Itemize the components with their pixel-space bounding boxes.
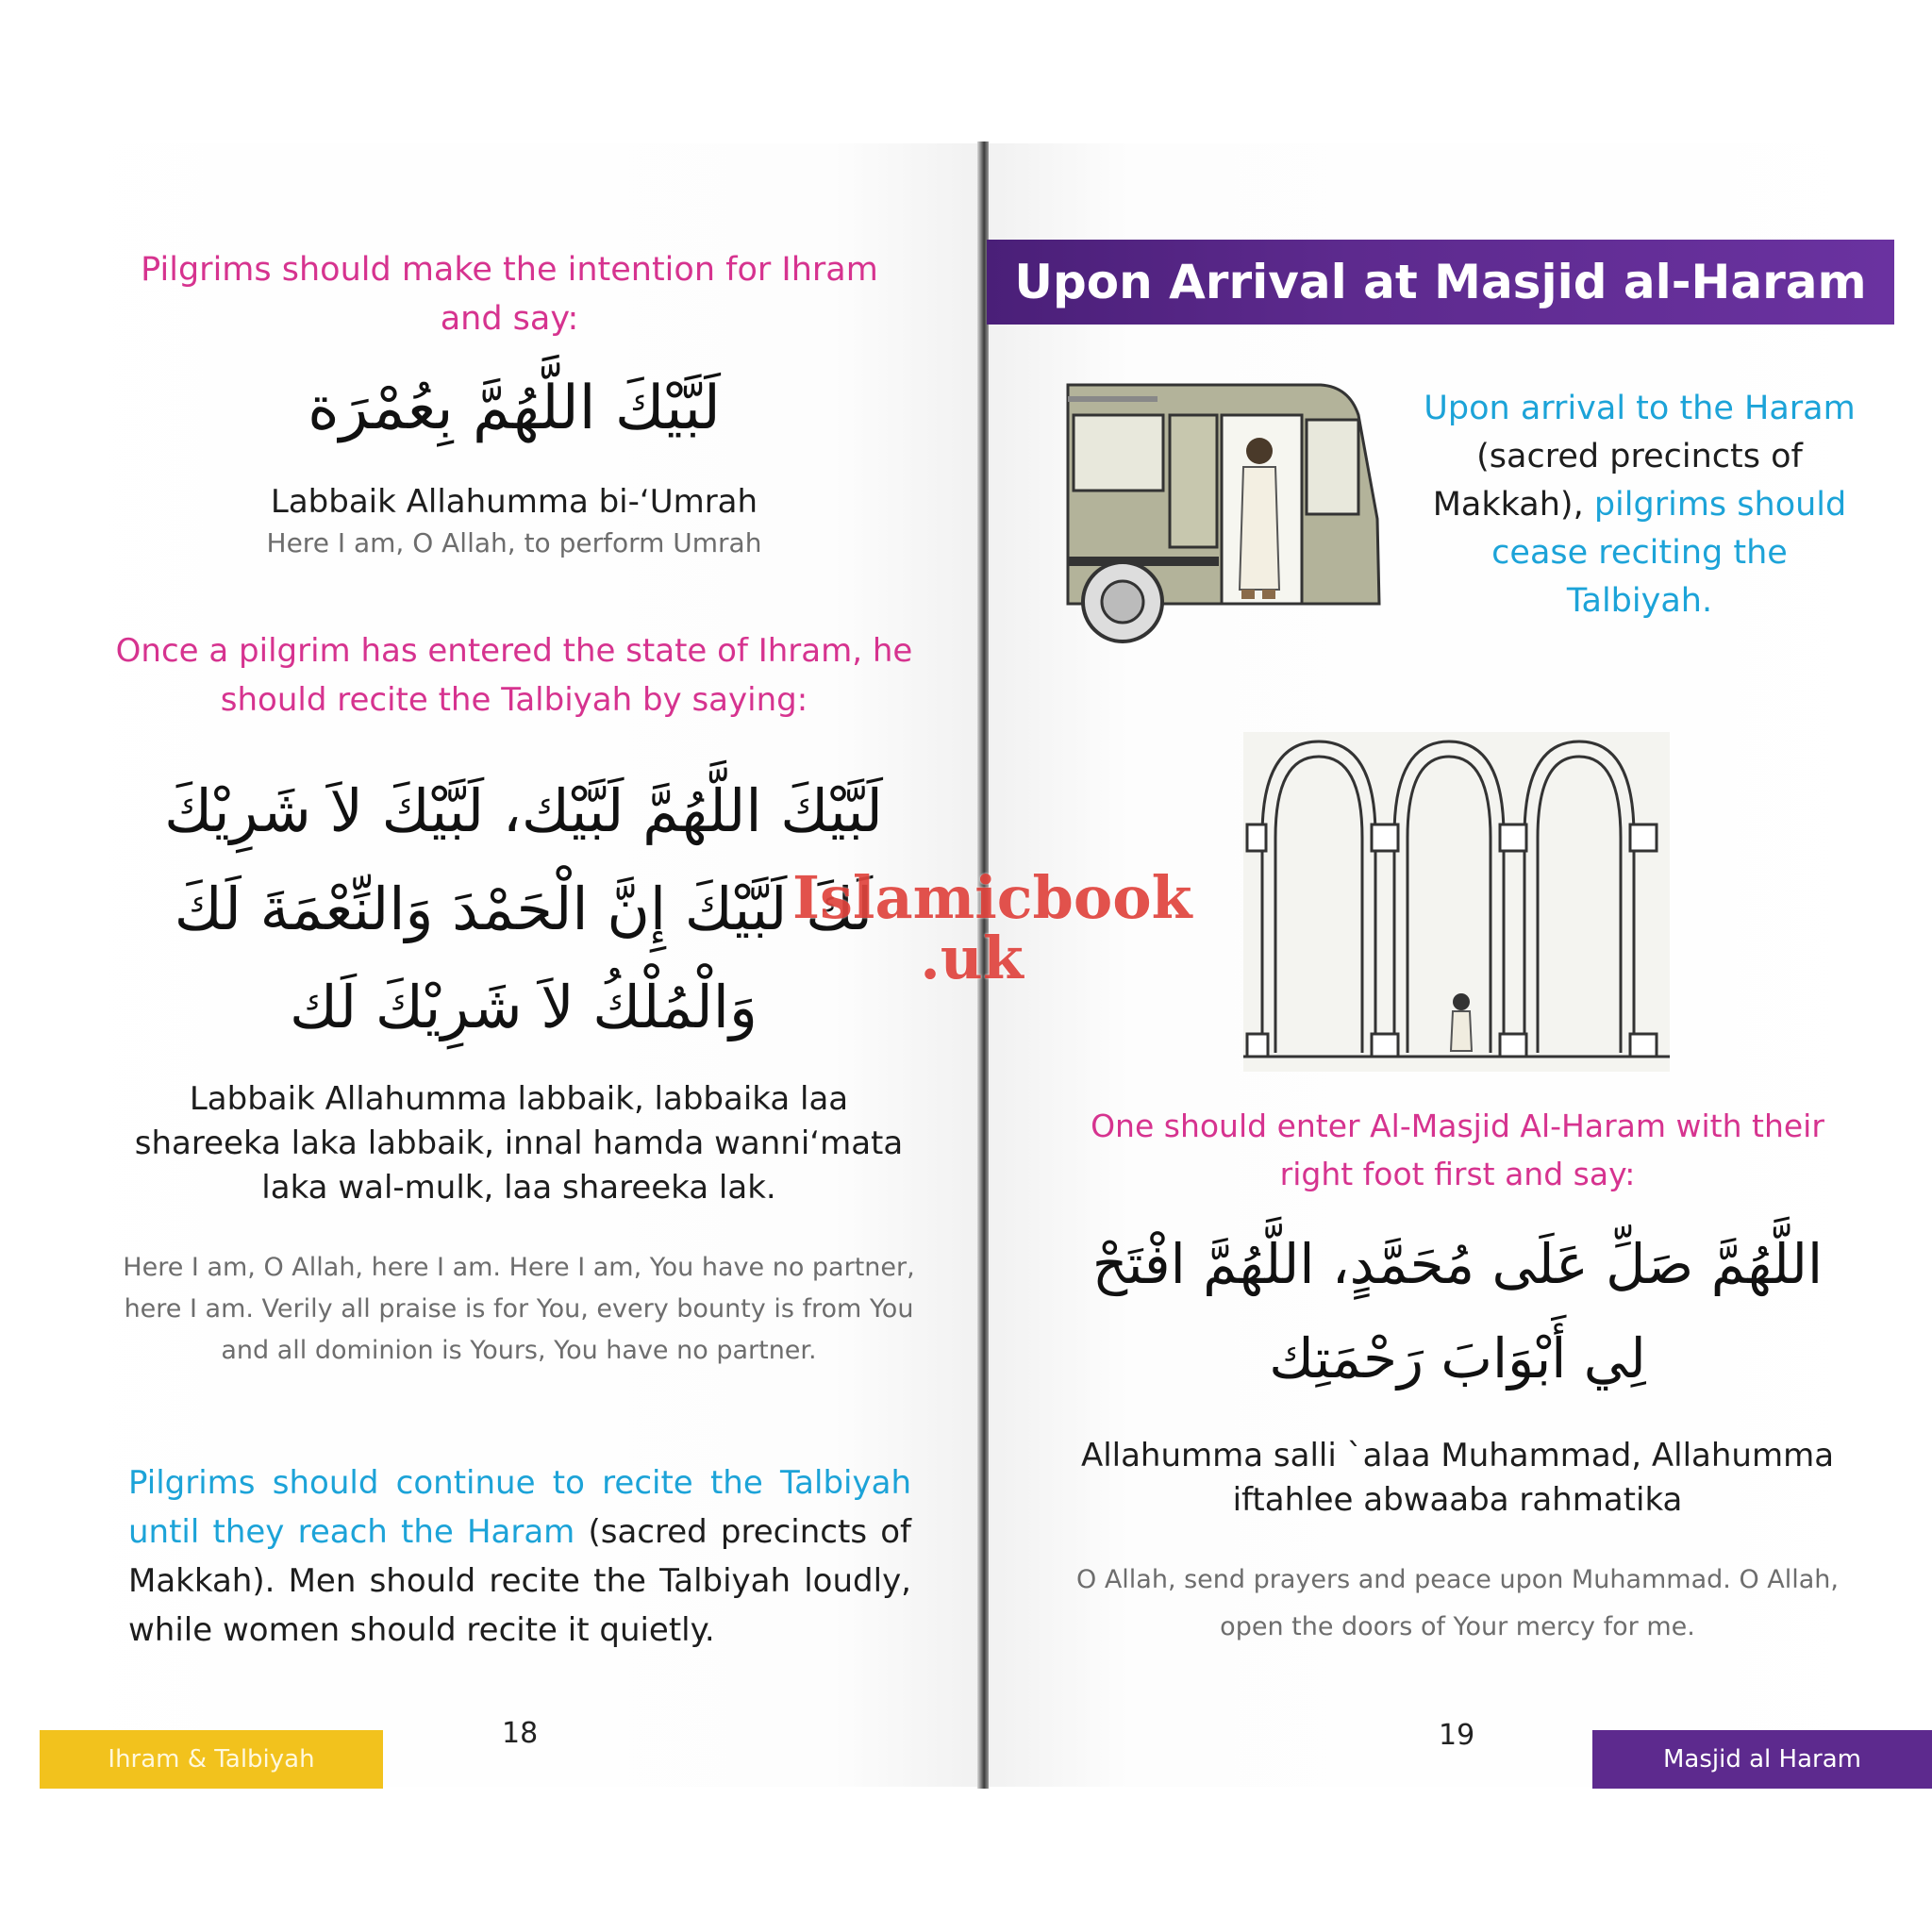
watermark	[792, 863, 1192, 992]
arrival-rest: (sacred precincts of Makkah),	[1432, 438, 1803, 524]
entry-dua-arabic: اللَّهُمَّ صَلِّ عَلَى مُحَمَّدٍ، اللَّهُمَّ افْتَحْ لِي أَبْوَابَ رَحْمَتِك	[1091, 1232, 1824, 1391]
entry-dua-translation: O Allah, send prayers and peace upon Muhammad. O Allah, open the doors of Your mercy for me.	[1075, 1565, 1839, 1641]
arrival-highlight-1: Upon arrival to the Haram	[1424, 390, 1856, 427]
watermark-line-2: .uk	[920, 924, 1024, 992]
watermark-line-1: Islamicbook	[792, 863, 1192, 932]
umrah-dua-translation: Here I am, O Allah, to perform Umrah	[266, 527, 762, 558]
entry-dua-transliteration: Allahumma salli `alaa Muhammad, Allahumma iftahlee abwaaba rahmatika	[1080, 1437, 1835, 1519]
section-title: Upon Arrival at Masjid al-Haram	[1014, 255, 1867, 309]
section-banner	[987, 240, 1894, 325]
continue-talbiyah-rest: (sacred precincts of Makkah). Men should recite the Talbiyah loudly, while women should recite it quietly.	[128, 1513, 911, 1649]
talbiyah-heading: Once a pilgrim has entered the state of Ihram, he should recite the Talbiyah by saying:	[115, 632, 913, 719]
continue-talbiyah-paragraph	[128, 1458, 911, 1655]
ihram-intention-heading: Pilgrims should make the intention for Ihram and say:	[141, 251, 878, 338]
footer-section-tab-right: Masjid al Haram	[1592, 1730, 1932, 1789]
talbiyah-translation: Here I am, O Allah, here I am. Here I am, You have no partner, here I am. Verily all praise is for You, every bounty is from You and all dominion is Yours, You have no partner.	[123, 1253, 915, 1365]
arrival-paragraph	[1423, 385, 1857, 625]
footer-section-tab-left: Ihram & Talbiyah	[40, 1730, 383, 1789]
umrah-dua-transliteration: Labbaik Allahumma bi-‘Umrah	[270, 483, 758, 521]
umrah-dua-arabic: لَبَّيْكَ اللَّهُمَّ بِعُمْرَة	[308, 374, 721, 443]
arrival-highlight-2: pilgrims should cease reciting the Talbiyah.	[1491, 486, 1847, 620]
enter-masjid-heading: One should enter Al-Masjid Al-Haram with their right foot first and say:	[1091, 1108, 1824, 1192]
continue-talbiyah-highlight: Pilgrims should continue to recite the Talbiyah until they reach the Haram	[128, 1464, 911, 1551]
page-number-right: 19	[1439, 1719, 1475, 1752]
bus-illustration	[1066, 377, 1387, 632]
talbiyah-arabic: لَبَّيْكَ اللَّهُمَّ لَبَّيْك، لَبَّيْكَ لاَ شَرِيْكَ لَكَ لَبَّيْكَ إِنَّ الْحَمْدَ وَالنِّعْمَةَ لَكَ وَالْمُلْكُ لاَ شَرِيْكَ لَك	[164, 776, 883, 1041]
page-number-left: 18	[502, 1717, 539, 1750]
arches-illustration	[1243, 732, 1670, 1072]
talbiyah-transliteration: Labbaik Allahumma labbaik, labbaika laa shareeka laka labbaik, innal hamda wanni‘mata laka wal-mulk, laa shareeka lak.	[134, 1080, 904, 1207]
